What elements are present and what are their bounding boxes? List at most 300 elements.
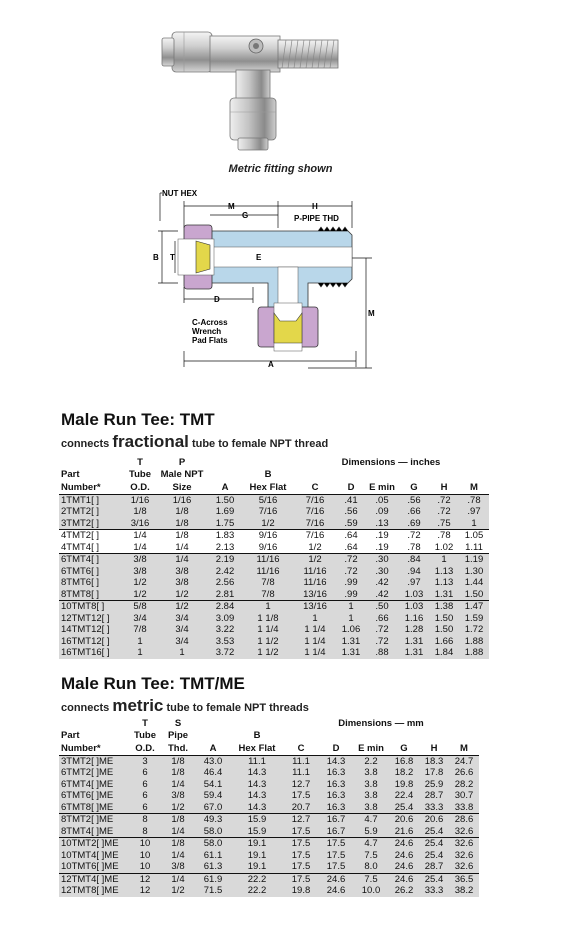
header-cell <box>293 469 489 482</box>
table-cell: 1/8 <box>157 506 207 518</box>
table-cell: 1 <box>337 601 365 613</box>
table-row <box>59 873 479 885</box>
table-cell: 14.3 <box>231 790 283 802</box>
part-number-cell: 3TMT2[ ]ME <box>59 755 129 767</box>
table-cell: 3.09 <box>207 613 243 625</box>
table-cell: 21.6 <box>389 826 419 838</box>
table-cell: .41 <box>337 494 365 506</box>
part-number-cell: 16TMT16[ ] <box>59 647 123 659</box>
table-cell: .72 <box>429 494 459 506</box>
table-cell: 26.2 <box>389 885 419 897</box>
header-cell: B <box>253 730 261 742</box>
table-cell: 5.9 <box>353 826 389 838</box>
fractional-table <box>59 456 489 659</box>
label-wrench-2: Wrench <box>192 327 222 336</box>
table-cell: 17.5 <box>319 838 353 850</box>
table-cell: 1/4 <box>161 826 195 838</box>
table-cell: 12 <box>129 873 161 885</box>
part-number-cell: 6TMT4[ ] <box>59 554 123 566</box>
table-cell: 15.9 <box>231 826 283 838</box>
table-cell: 10 <box>129 838 161 850</box>
table-row <box>59 613 489 625</box>
table-cell: .64 <box>344 541 358 553</box>
table-cell: .97 <box>459 506 489 518</box>
table-cell: 1.28 <box>399 624 429 636</box>
table-cell: 1 <box>429 554 459 566</box>
table-cell: 24.6 <box>389 873 419 885</box>
header-cell: Size <box>157 481 207 494</box>
table-cell: .64 <box>337 530 365 542</box>
table-cell: 1/4 <box>161 850 195 862</box>
table-row <box>59 885 479 897</box>
table-cell: 1 <box>293 613 337 625</box>
header-cell: S <box>174 717 182 729</box>
table-cell: 2.84 <box>207 601 243 613</box>
table-cell: 46.4 <box>195 767 231 779</box>
table-cell: 2.42 <box>207 566 243 578</box>
table-cell: 5/8 <box>123 601 157 613</box>
table-cell: 7/16 <box>293 530 337 542</box>
table-cell: 11.1 <box>283 767 319 779</box>
metric-table-body <box>59 755 479 897</box>
table-cell: .19 <box>375 541 389 553</box>
table-cell: 33.3 <box>419 802 449 814</box>
fitting-photo <box>158 6 348 156</box>
table-row <box>59 838 479 850</box>
table-cell: 1.59 <box>459 613 489 625</box>
table-cell: 1 1/4 <box>293 636 337 648</box>
table-cell: 3.8 <box>353 779 389 791</box>
table-cell: 1.88 <box>459 636 489 648</box>
label-d: D <box>214 295 220 304</box>
table-cell: .72 <box>337 554 365 566</box>
table-cell: 1 1/8 <box>243 613 293 625</box>
table-cell: 19.8 <box>389 779 419 791</box>
table-cell: 1.31 <box>399 647 429 659</box>
table-cell: 3.8 <box>353 790 389 802</box>
table-cell: 6 <box>129 802 161 814</box>
table-cell: 1/2 <box>308 541 322 553</box>
table-cell: 1/2 <box>243 518 293 530</box>
header-cell <box>207 469 243 482</box>
table-cell: 1 <box>123 636 157 648</box>
table-cell: 12.7 <box>283 814 319 826</box>
table-cell: 11/16 <box>243 554 293 566</box>
table-cell: 2.56 <box>207 577 243 589</box>
fractional-sub-pre: connects <box>61 438 113 450</box>
table-cell: 1.44 <box>459 577 489 589</box>
label-t: T <box>170 253 175 262</box>
table-cell: 6 <box>129 790 161 802</box>
table-cell: 1/2 <box>157 589 207 601</box>
table-cell: 1/2 <box>293 554 337 566</box>
header-cell <box>195 730 231 743</box>
table-cell: 1/2 <box>123 589 157 601</box>
table-cell: 12 <box>129 885 161 897</box>
table-cell: 1.31 <box>337 647 365 659</box>
table-cell: 3/4 <box>157 624 207 636</box>
table-cell: 1 <box>337 613 365 625</box>
header-cell: M <box>449 742 479 755</box>
header-cell: Tube <box>134 730 156 742</box>
table-cell: 1.16 <box>399 613 429 625</box>
table-cell: 1 1/4 <box>293 624 337 636</box>
table-cell: 33.8 <box>449 802 479 814</box>
table-cell: 6 <box>129 767 161 779</box>
table-cell: 25.9 <box>419 779 449 791</box>
table-cell: 1/8 <box>157 530 207 542</box>
table-cell: 32.6 <box>449 850 479 862</box>
metric-sub-post: tube to female NPT threads <box>163 702 309 714</box>
table-row <box>59 850 479 862</box>
table-cell: 3.8 <box>353 802 389 814</box>
part-number-cell: 14TMT12[ ] <box>59 624 123 636</box>
table-cell: 1/8 <box>123 506 157 518</box>
header-cell: E min <box>353 742 389 755</box>
table-row <box>59 767 479 779</box>
label-pipe-thd: P-PIPE THD <box>294 214 339 223</box>
part-number-cell: 10TMT6[ ]ME <box>59 861 129 873</box>
table-cell: 14.3 <box>231 779 283 791</box>
fractional-table-header <box>59 456 489 494</box>
table-cell: 4.7 <box>353 814 389 826</box>
label-e: E <box>256 253 262 262</box>
header-cell: P <box>178 456 186 468</box>
table-cell: 24.6 <box>389 838 419 850</box>
label-wrench-1: C-Across <box>192 318 228 327</box>
table-cell: 1.84 <box>429 647 459 659</box>
table-cell: 3.8 <box>353 767 389 779</box>
table-row <box>59 577 489 589</box>
table-cell: 1.03 <box>399 601 429 613</box>
table-cell: 1/4 <box>133 541 147 553</box>
table-cell: 22.4 <box>389 790 419 802</box>
table-cell: 43.0 <box>195 755 231 767</box>
table-cell: 1/4 <box>161 873 195 885</box>
table-cell: 17.5 <box>283 861 319 873</box>
header-cell: H <box>429 481 459 494</box>
table-cell: 25.4 <box>419 826 449 838</box>
table-row <box>59 647 489 659</box>
table-cell: 24.6 <box>319 873 353 885</box>
table-cell: 1/16 <box>157 494 207 506</box>
table-cell: 1.30 <box>459 566 489 578</box>
table-cell: .99 <box>337 589 365 601</box>
table-cell: 58.0 <box>195 826 231 838</box>
part-number-cell: 6TMT4[ ]ME <box>59 779 129 791</box>
table-cell: .56 <box>399 494 429 506</box>
table-cell: 1/4 <box>175 541 189 553</box>
table-cell: 1.83 <box>207 530 243 542</box>
table-cell: 1.50 <box>429 624 459 636</box>
metric-sub-pre: connects <box>61 702 113 714</box>
table-cell: 1/2 <box>161 802 195 814</box>
table-cell: 1/8 <box>161 814 195 826</box>
table-cell: 17.5 <box>283 850 319 862</box>
table-cell: 1/4 <box>123 530 157 542</box>
table-cell: .42 <box>365 577 399 589</box>
part-number-cell: 2TMT2[ ] <box>59 506 123 518</box>
table-row <box>59 566 489 578</box>
part-number-cell: 8TMT6[ ] <box>59 577 123 589</box>
table-cell: 16.8 <box>389 755 419 767</box>
table-row <box>59 779 479 791</box>
table-cell: 7.5 <box>353 873 389 885</box>
part-number-cell: 6TMT6[ ]ME <box>59 790 129 802</box>
table-cell: 58.0 <box>195 838 231 850</box>
header-cell: C <box>283 742 319 755</box>
table-cell: .78 <box>407 541 421 553</box>
table-cell: 17.5 <box>283 838 319 850</box>
part-number-cell: 4TMT4[ ] <box>61 541 100 553</box>
table-cell: 4.7 <box>353 838 389 850</box>
table-cell: 20.7 <box>283 802 319 814</box>
label-m-top: M <box>228 202 235 211</box>
table-row <box>59 601 489 613</box>
table-cell: 1.66 <box>429 636 459 648</box>
table-cell: 17.5 <box>283 790 319 802</box>
header-cell: Tube <box>129 469 151 481</box>
table-cell: 1 <box>157 647 207 659</box>
table-cell: 11.1 <box>231 755 283 767</box>
table-cell: 12.7 <box>283 779 319 791</box>
header-cell: C <box>293 481 337 494</box>
table-cell: .88 <box>365 647 399 659</box>
table-row <box>59 624 489 636</box>
table-cell: 7/8 <box>123 624 157 636</box>
table-cell: 59.4 <box>195 790 231 802</box>
table-cell: 1.72 <box>459 624 489 636</box>
table-cell: 11.1 <box>283 755 319 767</box>
label-nut-hex: NUT HEX <box>162 189 198 198</box>
table-cell: 2.81 <box>207 589 243 601</box>
tee-fitting-photo-icon <box>158 6 348 156</box>
table-cell: 1/16 <box>123 494 157 506</box>
table-cell: 49.3 <box>195 814 231 826</box>
table-cell: .30 <box>365 554 399 566</box>
table-cell: 16.3 <box>319 767 353 779</box>
table-cell: 18.3 <box>419 755 449 767</box>
label-a: A <box>268 360 274 369</box>
header-cell: M <box>459 481 489 494</box>
table-cell: .30 <box>365 566 399 578</box>
header-cell: Pipe <box>167 730 189 742</box>
table-row <box>59 589 489 601</box>
table-cell: .72 <box>337 566 365 578</box>
table-cell: 22.2 <box>231 873 283 885</box>
table-cell: 2.19 <box>207 554 243 566</box>
part-number-cell: 12TMT8[ ]ME <box>59 885 129 897</box>
table-row <box>59 518 489 530</box>
header-cell: Part <box>61 469 80 481</box>
table-cell: 32.6 <box>449 826 479 838</box>
table-cell: 7/16 <box>293 506 337 518</box>
fractional-subtitle <box>61 432 328 452</box>
table-cell: .19 <box>365 530 399 542</box>
table-cell: 67.0 <box>195 802 231 814</box>
part-number-cell: 4TMT2[ ] <box>59 530 123 542</box>
part-number-cell: 10TMT2[ ]ME <box>59 838 129 850</box>
table-cell: 25.4 <box>419 873 449 885</box>
table-cell: 3/8 <box>157 577 207 589</box>
table-cell: 1 1/2 <box>243 636 293 648</box>
table-cell: 1.38 <box>429 601 459 613</box>
table-cell: 1 1/4 <box>293 647 337 659</box>
label-h: H <box>312 202 318 211</box>
table-cell: 3/8 <box>157 566 207 578</box>
header-cell: G <box>399 481 429 494</box>
table-cell: 8 <box>129 826 161 838</box>
table-cell: 17.5 <box>283 826 319 838</box>
table-cell: 24.6 <box>389 850 419 862</box>
table-cell: 14.3 <box>319 755 353 767</box>
part-number-cell: 16TMT12[ ] <box>59 636 123 648</box>
header-cell <box>59 456 123 469</box>
header-cell: T <box>142 717 148 729</box>
table-cell: 25.4 <box>419 850 449 862</box>
table-cell: 24.7 <box>449 755 479 767</box>
table-cell: 3/8 <box>161 861 195 873</box>
part-number-cell: 10TMT8[ ] <box>59 601 123 613</box>
part-number-cell: 8TMT2[ ]ME <box>59 814 129 826</box>
table-cell: 2.13 <box>215 541 235 553</box>
header-cell: D <box>337 481 365 494</box>
table-row <box>59 826 479 838</box>
table-cell: 1/2 <box>161 885 195 897</box>
table-cell: .09 <box>365 506 399 518</box>
header-cell <box>243 456 293 469</box>
fractional-sub-post: tube to female NPT thread <box>188 438 329 450</box>
table-cell: 61.1 <box>195 850 231 862</box>
header-cell: Thd. <box>161 742 195 755</box>
table-cell: 30.7 <box>449 790 479 802</box>
table-cell: 16.7 <box>319 826 353 838</box>
fractional-title: Male Run Tee: TMT <box>61 410 215 429</box>
table-cell: 3/4 <box>157 613 207 625</box>
part-number-cell: 6TMT2[ ]ME <box>59 767 129 779</box>
table-cell: 16.3 <box>319 779 353 791</box>
table-row <box>59 790 479 802</box>
header-cell: Part <box>61 730 80 742</box>
table-cell: .72 <box>365 624 399 636</box>
table-cell: 20.6 <box>419 814 449 826</box>
table-cell: 3 <box>129 755 161 767</box>
part-number-cell: 6TMT8[ ]ME <box>59 802 129 814</box>
table-cell: 17.5 <box>319 861 353 873</box>
table-cell: 26.6 <box>449 767 479 779</box>
metric-table <box>59 717 479 897</box>
table-cell: 2.2 <box>353 755 389 767</box>
table-cell: 7/8 <box>243 589 293 601</box>
table-cell: 1/8 <box>161 838 195 850</box>
table-cell: 1.19 <box>459 554 489 566</box>
table-cell: 19.1 <box>231 861 283 873</box>
table-cell: 28.7 <box>419 861 449 873</box>
header-cell-dimensions: Dimensions — mm <box>338 717 424 729</box>
header-cell: A <box>195 742 231 755</box>
table-cell: .72 <box>429 506 459 518</box>
header-cell: E min <box>365 481 399 494</box>
table-cell: 14.3 <box>231 802 283 814</box>
header-cell: H <box>419 742 449 755</box>
table-cell: 19.1 <box>231 850 283 862</box>
table-cell: 71.5 <box>195 885 231 897</box>
table-cell: 1/4 <box>161 779 195 791</box>
table-cell: .94 <box>399 566 429 578</box>
table-cell: 1.31 <box>399 636 429 648</box>
table-cell: .78 <box>429 530 459 542</box>
table-cell: 32.6 <box>449 838 479 850</box>
table-cell: 19.8 <box>283 885 319 897</box>
table-cell: 3/16 <box>123 518 157 530</box>
table-cell: 20.6 <box>389 814 419 826</box>
table-cell: 1/8 <box>161 755 195 767</box>
part-number-cell: 6TMT6[ ] <box>59 566 123 578</box>
header-cell: A <box>207 481 243 494</box>
header-cell <box>195 717 231 730</box>
table-cell: 36.5 <box>449 873 479 885</box>
table-cell: .13 <box>365 518 399 530</box>
table-cell: 38.2 <box>449 885 479 897</box>
table-cell: 16.3 <box>319 790 353 802</box>
table-cell: .99 <box>337 577 365 589</box>
table-cell: 3.72 <box>207 647 243 659</box>
table-cell: 11/16 <box>243 566 293 578</box>
table-row <box>59 755 479 767</box>
table-cell: 1.50 <box>429 613 459 625</box>
table-cell: 15.9 <box>231 814 283 826</box>
table-cell: 24.6 <box>389 861 419 873</box>
table-row <box>59 554 489 566</box>
table-cell: 1.13 <box>429 577 459 589</box>
table-cell: 1.47 <box>459 601 489 613</box>
table-cell: 13/16 <box>293 589 337 601</box>
table-cell: 1/2 <box>123 577 157 589</box>
table-cell: 1.11 <box>465 541 483 553</box>
table-cell: 11/16 <box>293 566 337 578</box>
table-cell: 1.03 <box>399 589 429 601</box>
table-cell: 1 <box>459 518 489 530</box>
part-number-cell: 12TMT4[ ]ME <box>59 873 129 885</box>
header-cell <box>59 717 129 730</box>
table-cell: .66 <box>365 613 399 625</box>
table-cell: 7/16 <box>243 506 293 518</box>
table-cell: 1.88 <box>459 647 489 659</box>
table-cell: 3/8 <box>161 790 195 802</box>
table-row <box>59 506 489 518</box>
header-cell: Number* <box>59 481 123 494</box>
metric-title: Male Run Tee: TMT/ME <box>61 674 245 693</box>
table-cell: 19.1 <box>231 838 283 850</box>
table-cell: 8.0 <box>353 861 389 873</box>
table-row <box>59 542 489 554</box>
table-cell: 1.75 <box>207 518 243 530</box>
part-number-cell: 10TMT4[ ]ME <box>59 850 129 862</box>
table-cell: .42 <box>365 589 399 601</box>
table-row <box>59 861 479 873</box>
table-cell: .72 <box>399 530 429 542</box>
table-row <box>59 636 489 648</box>
table-cell: .05 <box>365 494 399 506</box>
cross-section-drawing <box>148 183 398 373</box>
table-cell: .56 <box>337 506 365 518</box>
table-cell: 25.4 <box>389 802 419 814</box>
table-cell: 1/2 <box>157 601 207 613</box>
table-cell: 28.7 <box>419 790 449 802</box>
table-cell: 28.2 <box>449 779 479 791</box>
header-cell-dimensions: Dimensions — inches <box>341 456 441 468</box>
fractional-sub-emph: fractional <box>112 432 189 451</box>
